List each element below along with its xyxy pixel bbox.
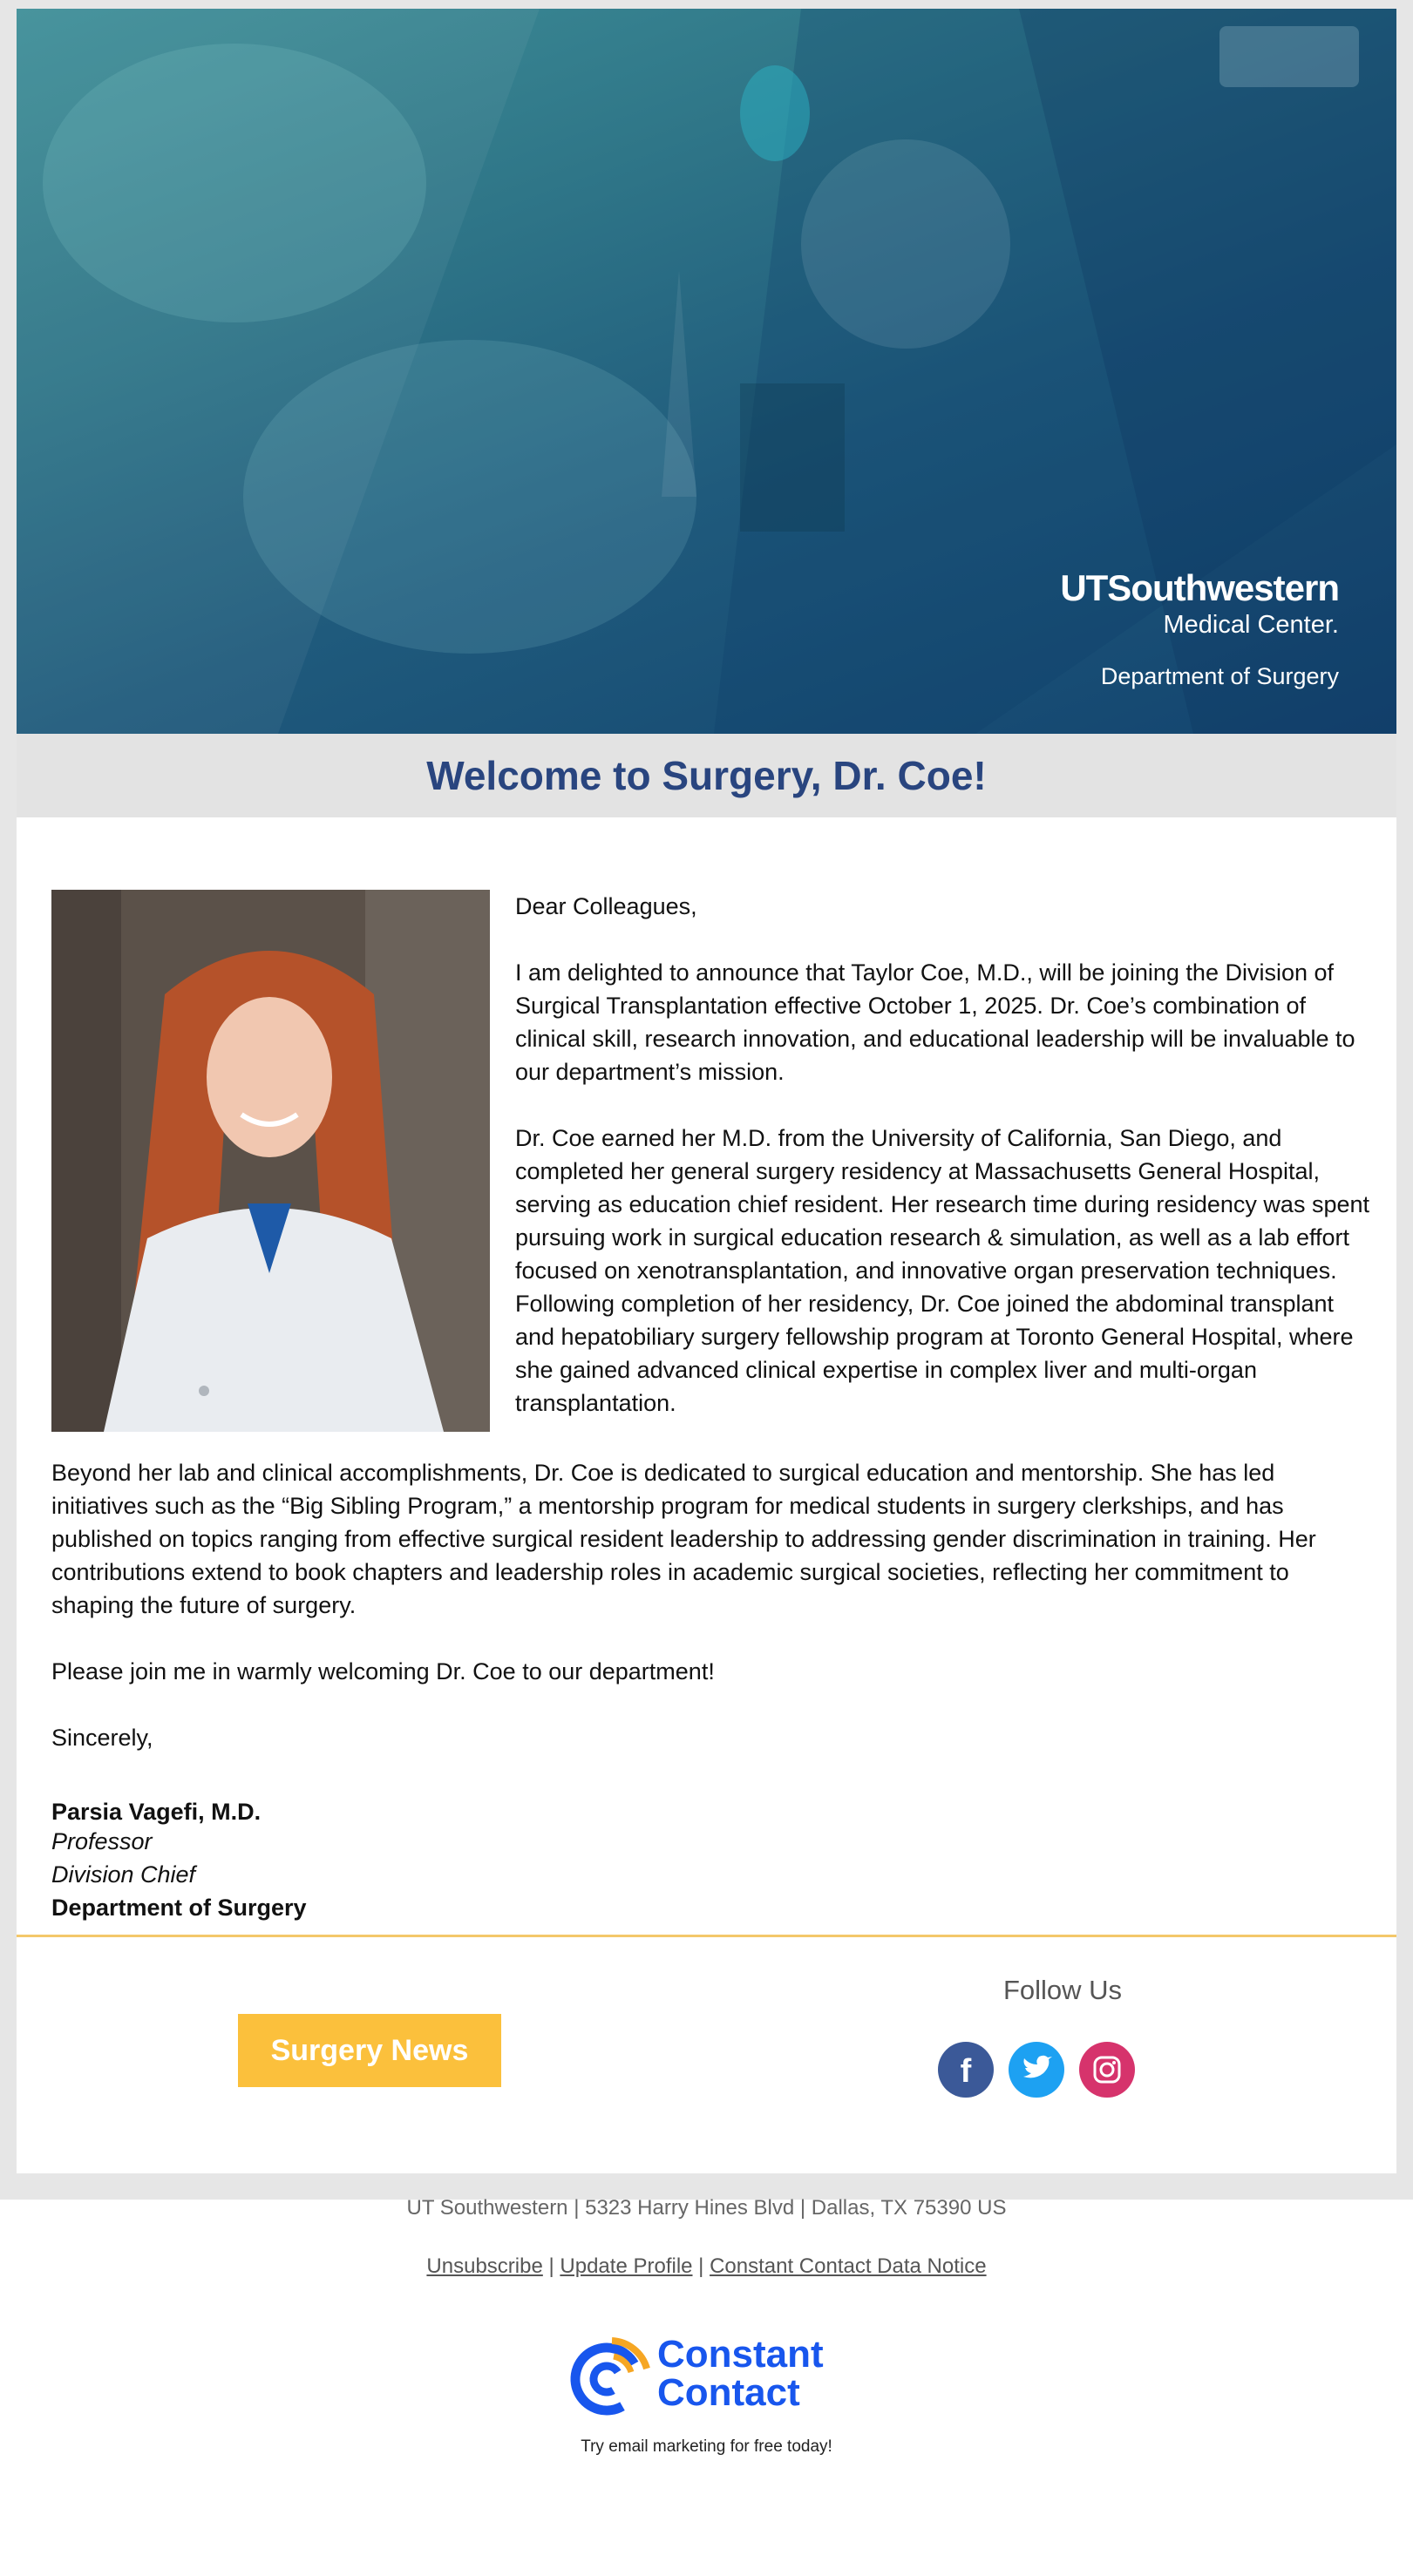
facebook-icon[interactable] <box>938 2042 994 2098</box>
brand-name: UTSouthwestern <box>1060 567 1339 608</box>
data-notice-link[interactable]: Constant Contact Data Notice <box>710 2254 987 2278</box>
surgery-news-button[interactable]: Surgery News <box>238 2014 501 2087</box>
link-separator: | <box>548 2254 554 2278</box>
paragraph-mentorship: Beyond her lab and clinical accomplishments, Dr. Coe is dedicated to surgical education and mentorship. She has led initiatives such as the “Big Sibling Program,” a mentorship program for medical students in surgery clerkships, and has published on topics ranging from effective surgical resident leadership to addressing gender discrimination in training. Her contributions extend to book chapters and leadership roles in academic surgical societies, reflecting her commitment to shaping the future of surgery. <box>51 1460 1316 1618</box>
portrait-photo <box>51 890 490 1432</box>
paragraph-education: Dr. Coe earned her M.D. from the University of California, San Diego, and completed her general surgery residency at Massachusetts General Hospital, serving as education chief resident. Her research time during residency was spent pursuing work in surgical education research & simulation, as well as a lab effort focused on xenotransplantation, and innovative organ preservation techniques. Following completion of her residency, Dr. Coe joined the abdominal transplant and hepatobiliary surgery fellowship program at Toronto General Hospital, where she gained advanced clinical expertise in complex liver and multi-organ transplantation. <box>515 1125 1369 1416</box>
svg-text:f: f <box>960 2053 972 2090</box>
greeting: Dear Colleagues, <box>515 893 697 919</box>
twitter-icon[interactable] <box>1009 2042 1064 2098</box>
signer-department: Department of Surgery <box>51 1895 307 1921</box>
paragraph-announcement: I am delighted to announce that Taylor Coe, M.D., will be joining the Division of Surgical Transplantation effective October 1, 2025. Dr. Coe’s combination of clinical skill, research innovation, and educational leadership will be invaluable to our department’s mission. <box>515 959 1355 1085</box>
section-divider <box>17 1935 1396 1937</box>
cc-logo-line1: Constant <box>657 2333 824 2376</box>
footer-links <box>0 2254 1413 2279</box>
link-separator: | <box>698 2254 704 2278</box>
instagram-icon[interactable] <box>1079 2042 1135 2098</box>
signer-title-chief: Division Chief <box>51 1861 196 1888</box>
footer-address: UT Southwestern | 5323 Harry Hines Blvd | Dallas, TX 75390 US <box>406 2196 1007 2220</box>
brand-subtitle: Medical Center. <box>1163 611 1339 639</box>
cc-logo-line2: Contact <box>657 2371 800 2414</box>
paragraph-welcome: Please join me in warmly welcoming Dr. Coe to our department! <box>51 1658 715 1685</box>
unsubscribe-link[interactable]: Unsubscribe <box>426 2254 543 2278</box>
utsw-logo <box>1060 567 1339 690</box>
title-band <box>17 734 1396 817</box>
intro-column <box>515 890 1369 1420</box>
update-profile-link[interactable]: Update Profile <box>560 2254 693 2278</box>
cc-tagline[interactable]: Try email marketing for free today! <box>581 2437 832 2456</box>
email-body <box>17 9 1396 2173</box>
signer-title-professor: Professor <box>51 1828 153 1854</box>
brand-department: Department of Surgery <box>1100 662 1339 689</box>
signature <box>51 1799 1376 1924</box>
closing: Sincerely, <box>51 1725 153 1751</box>
constant-contact-logo[interactable] <box>567 2334 854 2421</box>
signer-name: Parsia Vagefi, M.D. <box>51 1799 262 1825</box>
paragraph-mentorship-wrap <box>51 1456 1376 1754</box>
hero-banner <box>17 9 1396 734</box>
follow-us-label: Follow Us <box>1002 1975 1123 2005</box>
page-title: Welcome to Surgery, Dr. Coe! <box>426 753 987 798</box>
